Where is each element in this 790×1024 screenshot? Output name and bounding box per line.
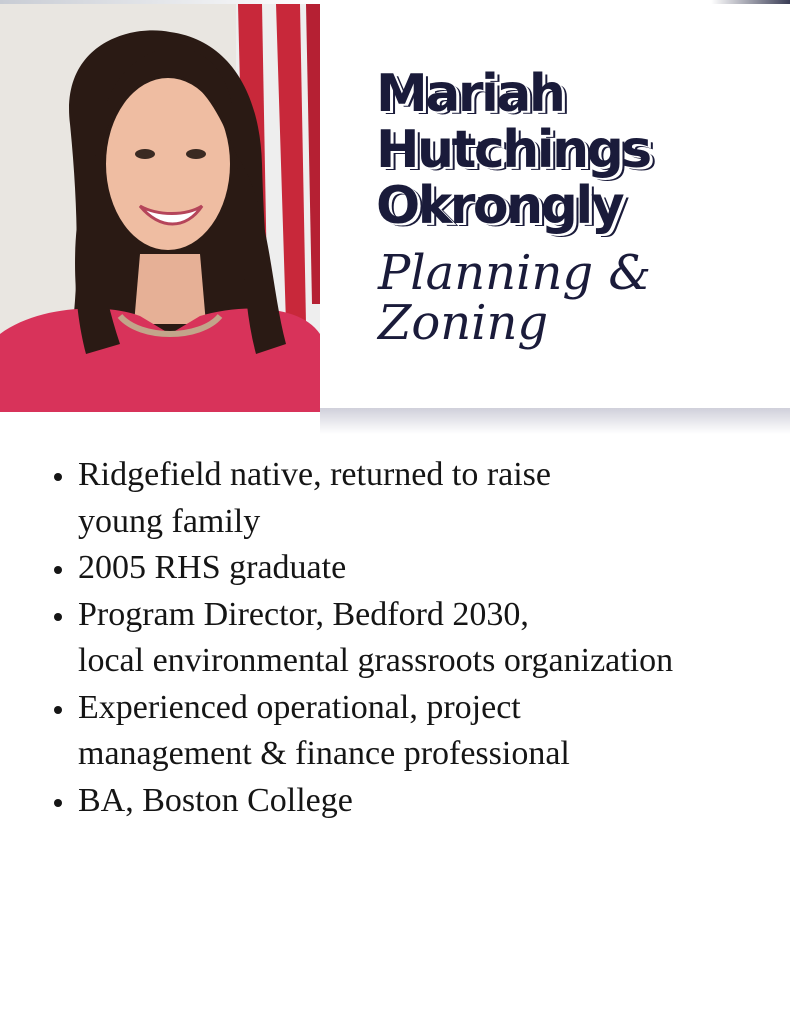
candidate-role	[378, 245, 778, 351]
bio-list	[52, 452, 782, 824]
name-line-middle: Hutchings	[376, 120, 650, 180]
bio-item-line: BA, Boston College	[78, 781, 353, 819]
bio-item	[52, 685, 782, 778]
role-line-1: Planning &	[378, 245, 652, 301]
role-line-2: Zoning	[378, 295, 549, 351]
bio-item-line: Program Director, Bedford 2030,	[78, 595, 529, 633]
card-shadow	[320, 408, 790, 434]
name-line-first: Mariah	[376, 64, 564, 124]
candidate-name	[376, 66, 776, 234]
bio-item-line: young family	[78, 502, 261, 540]
bio-item-line: Experienced operational, project	[78, 688, 521, 726]
bullet-icon	[54, 706, 62, 714]
bullet-icon	[54, 566, 62, 574]
bio-item	[52, 592, 782, 685]
bio-item	[52, 778, 782, 825]
bio-item-line: management & finance professional	[78, 735, 570, 772]
bio-item-line: local environmental grassroots organization	[78, 642, 674, 679]
candidate-photo	[0, 4, 320, 412]
bio-item-line: 2005 RHS graduate	[78, 549, 347, 586]
bullet-icon	[54, 613, 62, 621]
bullet-icon	[54, 799, 62, 807]
bio-item	[52, 545, 782, 592]
bullet-icon	[54, 473, 62, 481]
name-line-last: Okrongly	[376, 176, 623, 236]
bio-item	[52, 452, 782, 545]
bio-item-line: Ridgefield native, returned to raise	[78, 456, 551, 493]
